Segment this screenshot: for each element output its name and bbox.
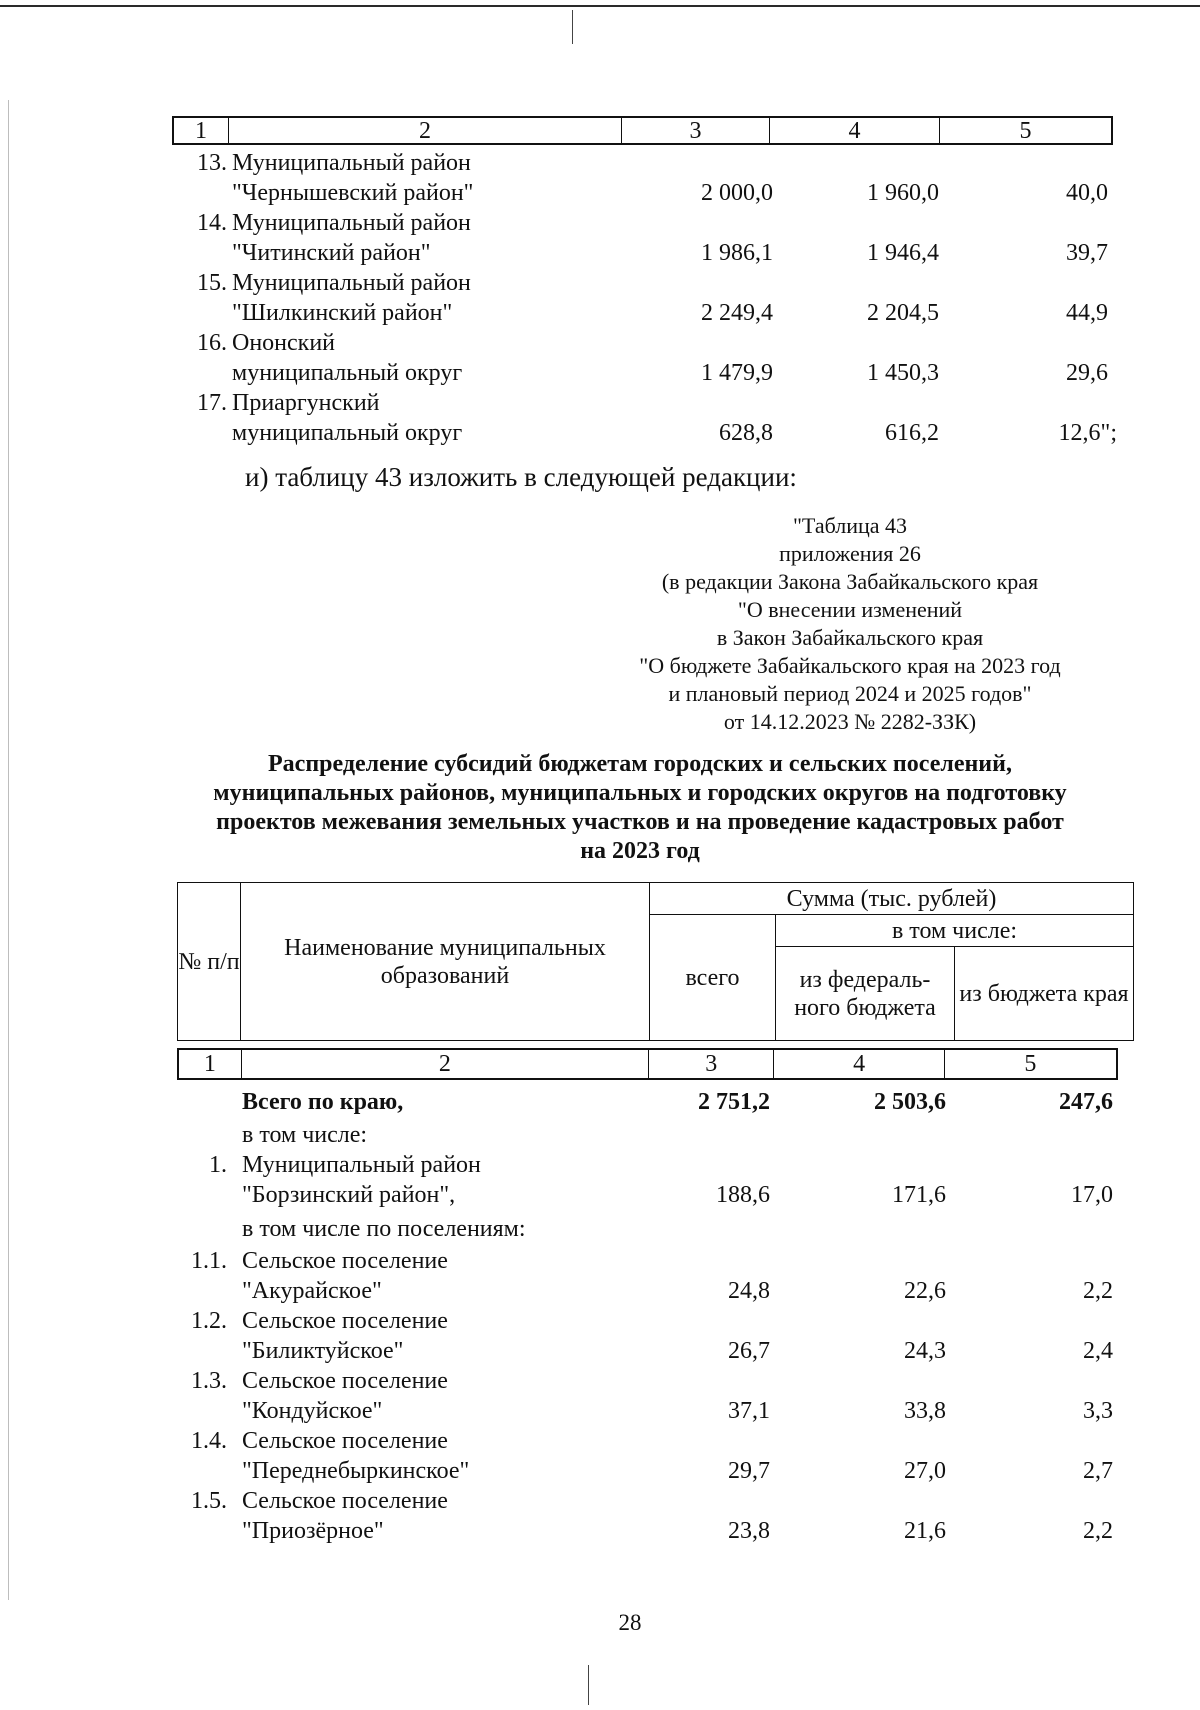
row-number: 15. <box>197 270 227 296</box>
scan-mark-bottom <box>588 1665 589 1705</box>
row-number: 1.2. <box>191 1308 227 1334</box>
row-name-line1: Сельское поселение <box>242 1488 448 1514</box>
table-caption <box>610 512 1090 736</box>
settlements-label: в том числе по поселениям: <box>242 1216 526 1242</box>
row-federal: 27,0 <box>904 1458 946 1484</box>
row-federal: 171,6 <box>892 1182 946 1208</box>
total-label: Всего по краю, <box>242 1089 404 1115</box>
row-name-line2: "Акурайское" <box>242 1278 382 1304</box>
row-name-line1: Сельское поселение <box>242 1368 448 1394</box>
total-federal: 2 503,6 <box>874 1089 946 1115</box>
row-federal: 616,2 <box>885 420 939 446</box>
row-federal: 24,3 <box>904 1338 946 1364</box>
row-number: 1.1. <box>191 1248 227 1274</box>
row-total: 1 986,1 <box>701 240 773 266</box>
header-federal: из федераль-ного бюджета <box>776 947 955 1041</box>
row-name-line1: Сельское поселение <box>242 1308 448 1334</box>
total-regional: 247,6 <box>1059 1089 1113 1115</box>
row-total: 23,8 <box>728 1518 770 1544</box>
row-federal: 21,6 <box>904 1518 946 1544</box>
row-number: 13. <box>197 150 227 176</box>
numbering-cell: 4 <box>774 1050 944 1078</box>
table1-header-cell: 3 <box>622 118 770 143</box>
row-regional: 3,3 <box>1083 1398 1113 1424</box>
caption-line: в Закон Забайкальского края <box>716 625 984 650</box>
row-regional: 2,7 <box>1083 1458 1113 1484</box>
title-line: проектов межевания земельных участков и на проведение кадастровых работ <box>216 809 1064 835</box>
row-name-line2: "Шилкинский район" <box>232 300 453 326</box>
row-number: 17. <box>197 390 227 416</box>
row-name-line1: Муниципальный район <box>232 210 471 236</box>
row-name-line2: "Кондуйское" <box>242 1398 383 1424</box>
table1-header-cell: 2 <box>229 118 622 143</box>
table2-header <box>177 882 1134 1041</box>
row-total: 37,1 <box>728 1398 770 1424</box>
row-name-line1: Ононский <box>232 330 336 356</box>
row-federal: 1 450,3 <box>867 360 939 386</box>
numbering-cell: 2 <box>242 1050 649 1078</box>
title-line: Распределение субсидий бюджетам городских и сельских поселений, <box>268 751 1012 777</box>
row-number: 1.4. <box>191 1428 227 1454</box>
row-federal: 1 946,4 <box>867 240 939 266</box>
row-name-line1: Муниципальный район <box>232 150 471 176</box>
amendment-instruction: и) таблицу 43 изложить в следующей редакции: <box>245 462 797 492</box>
row-name-line1: Муниципальный район <box>242 1152 481 1178</box>
caption-line: (в редакции Закона Забайкальского края <box>661 569 1039 594</box>
page-number: 28 <box>618 1610 642 1635</box>
header-including: в том числе: <box>776 915 1134 947</box>
row-federal: 33,8 <box>904 1398 946 1424</box>
row-name-line1: Сельское поселение <box>242 1248 448 1274</box>
row-regional: 2,4 <box>1083 1338 1113 1364</box>
row-number: 16. <box>197 330 227 356</box>
row-name-line2: "Чернышевский район" <box>232 180 474 206</box>
row-total: 2 249,4 <box>701 300 773 326</box>
row-total: 188,6 <box>716 1182 770 1208</box>
row-name-line2: "Переднебыркинское" <box>242 1458 470 1484</box>
row-name-line2: "Борзинский район", <box>242 1182 456 1208</box>
row-regional: 40,0 <box>1066 180 1108 206</box>
row-name-line1: Муниципальный район <box>232 270 471 296</box>
row-name-line2: муниципальный округ <box>232 360 463 386</box>
numbering-cell: 1 <box>179 1050 242 1078</box>
caption-line: "О бюджете Забайкальского края на 2023 год <box>639 653 1061 678</box>
row-number: 1. <box>209 1152 227 1178</box>
row-regional: 39,7 <box>1066 240 1108 266</box>
row-number: 14. <box>197 210 227 236</box>
row-name-line2: "Биликтуйское" <box>242 1338 404 1364</box>
row-regional: 2,2 <box>1083 1278 1113 1304</box>
title-line: муниципальных районов, муниципальных и городских округов на подготовку <box>213 780 1067 806</box>
header-total: всего <box>650 915 776 1041</box>
table1-header-cell: 5 <box>1019 118 1032 144</box>
table2-numbering-row <box>177 1048 1118 1080</box>
caption-line: "Таблица 43 <box>792 513 908 538</box>
row-name-line1: Приаргунский <box>232 390 380 416</box>
numbering-cell: 5 <box>1024 1051 1037 1077</box>
title-line: на 2023 год <box>580 838 700 864</box>
row-total: 24,8 <box>728 1278 770 1304</box>
row-number: 1.5. <box>191 1488 227 1514</box>
total-sum: 2 751,2 <box>698 1089 770 1115</box>
caption-line: приложения 26 <box>779 541 921 566</box>
row-federal: 2 204,5 <box>867 300 939 326</box>
table1-header-cell: 1 <box>174 118 229 143</box>
row-total: 1 479,9 <box>701 360 773 386</box>
header-name: Наименование муниципальных образований <box>241 883 650 1041</box>
caption-line: и плановый период 2024 и 2025 годов" <box>668 681 1032 706</box>
scan-top-edge <box>0 5 1200 7</box>
row-name-line2: "Читинский район" <box>232 240 431 266</box>
caption-line: "О внесении изменений <box>737 597 963 622</box>
row-regional: 2,2 <box>1083 1518 1113 1544</box>
row-federal: 22,6 <box>904 1278 946 1304</box>
numbering-cell: 3 <box>649 1050 774 1078</box>
row-name-line1: Сельское поселение <box>242 1428 448 1454</box>
table1-header-cell: 4 <box>770 118 940 143</box>
row-regional: 44,9 <box>1066 300 1108 326</box>
document-title <box>150 750 1130 866</box>
header-regional: из бюджета края <box>955 947 1134 1041</box>
scan-left-edge <box>8 100 9 1600</box>
row-regional: 12,6"; <box>1058 420 1117 446</box>
row-federal: 1 960,0 <box>867 180 939 206</box>
row-name-line2: "Приозёрное" <box>242 1518 384 1544</box>
row-regional: 29,6 <box>1066 360 1108 386</box>
caption-line: от 14.12.2023 № 2282-ЗЗК) <box>723 709 977 734</box>
header-num: № п/п <box>178 883 241 1041</box>
row-total: 29,7 <box>728 1458 770 1484</box>
header-sum: Сумма (тыс. рублей) <box>650 883 1134 915</box>
row-total: 26,7 <box>728 1338 770 1364</box>
row-regional: 17,0 <box>1071 1182 1113 1208</box>
row-total: 628,8 <box>719 420 773 446</box>
scan-mark-top <box>572 10 573 44</box>
table1-header-row <box>172 116 1113 145</box>
including-label: в том числе: <box>242 1122 368 1148</box>
row-total: 2 000,0 <box>701 180 773 206</box>
row-name-line2: муниципальный округ <box>232 420 463 446</box>
row-number: 1.3. <box>191 1368 227 1394</box>
